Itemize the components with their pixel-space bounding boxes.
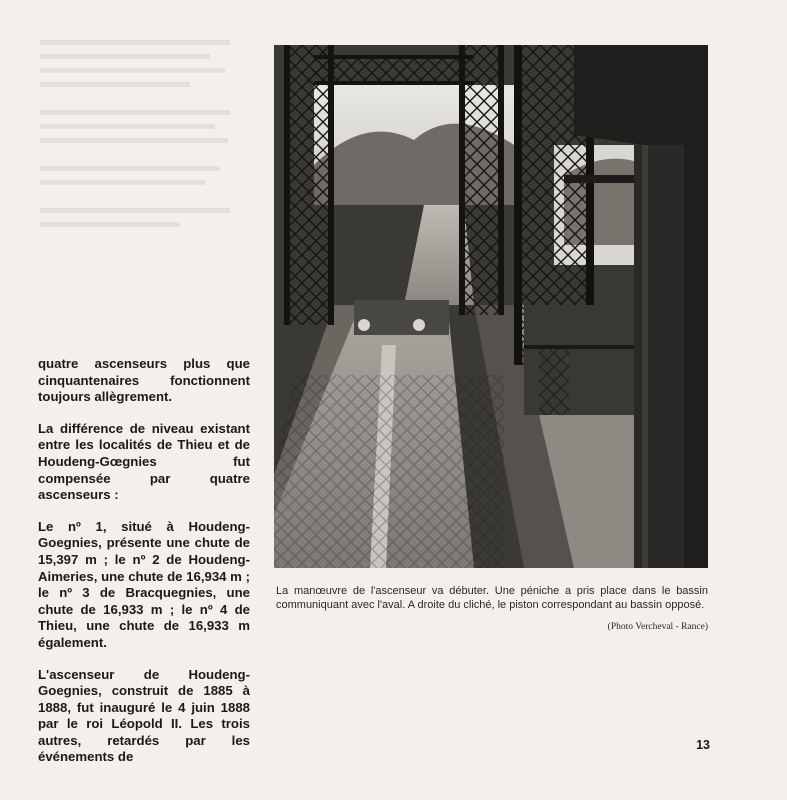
photo-credit: (Photo Vercheval - Rance) (607, 622, 708, 632)
article-text-column (38, 356, 250, 781)
paragraph-1: quatre ascenseurs plus que cinquantenaires fonctionnent toujours allègrement. (38, 356, 250, 405)
photo-caption: La manœuvre de l'ascenseur va débuter. Une péniche a pris place dans le bassin communiquant avec l'aval. A droite du cliché, le piston correspondant au bassin opposé. (276, 585, 708, 611)
boat-lift-illustration (274, 45, 708, 568)
page-number: 13 (696, 738, 710, 752)
paragraph-3: Le nº 1, situé à Houdeng-Goegnies, présente une chute de 15,397 m ; le nº 2 de Houdeng-Aimeries, une chute de 16,934 m ; le nº 3 de Bracquegnies, une chute de 16,933 m ; le nº 4 de Thieu, une chute de 16,933 m également. (38, 518, 250, 650)
paragraph-4: L'ascenseur de Houdeng-Goegnies, construit de 1885 à 1888, fut inauguré le 4 juin 1888 par le roi Léopold II. Les trois autres, retardés par les événements de (38, 666, 250, 765)
paragraph-2: La différence de niveau existant entre les localités de Thieu et de Houdeng-Gœgnies fut compensée par quatre ascenseurs : (38, 420, 250, 503)
boat-lift-photo (274, 45, 708, 568)
show-through-texture (40, 40, 240, 290)
